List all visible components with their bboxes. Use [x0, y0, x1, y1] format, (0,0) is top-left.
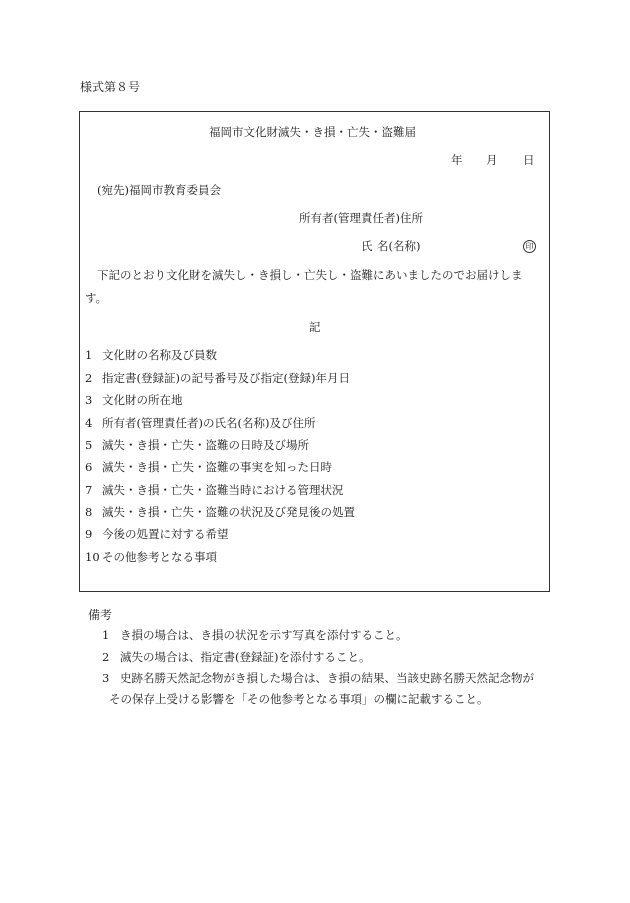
statement-line-2: す。: [85, 291, 108, 305]
date-month-label: 月: [486, 153, 498, 167]
item-text: 文化財の名称及び員数: [102, 348, 217, 362]
item-number: 5: [85, 438, 93, 452]
list-item: [85, 395, 183, 407]
seal-icon: 印: [523, 240, 536, 253]
item-text: 滅失・き損・亡失・盗難の日時及び場所: [102, 438, 309, 452]
note-item: [102, 652, 370, 664]
note-3-continuation: その保存上受ける影響を「その他参考となる事項」の欄に記載すること。: [109, 692, 489, 706]
item-text: 滅失・き損・亡失・盗難の状況及び発見後の処置: [102, 505, 355, 519]
list-item: [85, 462, 332, 474]
list-item: [85, 350, 217, 362]
owner-name-prefix: 氏: [361, 239, 373, 253]
list-item: [85, 373, 350, 385]
item-text: 文化財の所在地: [102, 393, 183, 407]
item-number: 8: [85, 505, 93, 519]
item-text: 今後の処置に対する希望: [102, 527, 229, 541]
section-heading: 記: [309, 320, 321, 334]
item-number: 4: [85, 416, 93, 430]
list-item: [85, 418, 315, 430]
note-text: 史跡名勝天然記念物がき損した場合は、き損の結果、当該史跡名勝天然記念物が: [120, 671, 534, 685]
item-text: 滅失・き損・亡失・盗難当時における管理状況: [102, 483, 344, 497]
statement-line-1: 下記のとおり文化財を滅失し・き損し・亡失し・盗難にあいましたのでお届けしま: [97, 268, 523, 282]
note-number: 1: [102, 628, 110, 642]
item-number: 10: [85, 550, 100, 564]
list-item: [85, 485, 344, 497]
item-text: 指定書(登録証)の記号番号及び指定(登録)年月日: [102, 371, 350, 385]
owner-address-label: 所有者(管理責任者)住所: [299, 211, 423, 225]
note-text: 滅失の場合は、指定書(登録証)を添付すること。: [120, 650, 371, 664]
list-item: [85, 529, 229, 541]
item-text: 滅失・き損・亡失・盗難の事実を知った日時: [102, 460, 332, 474]
note-number: 2: [102, 650, 110, 664]
item-number: 3: [85, 393, 93, 407]
item-number: 6: [85, 460, 93, 474]
owner-name-label: 名(名称): [377, 239, 421, 253]
item-text: 所有者(管理責任者)の氏名(名称)及び住所: [102, 416, 316, 430]
form-number: 様式第８号: [80, 80, 141, 94]
form-title: 福岡市文化財滅失・き損・亡失・盗難届: [209, 125, 416, 139]
note-text: き損の場合は、き損の状況を示す写真を添付すること。: [120, 628, 408, 642]
list-item: [85, 552, 217, 564]
note-item: [102, 630, 408, 642]
date-year-label: 年: [451, 153, 463, 167]
item-text: その他参考となる事項: [102, 550, 217, 564]
list-item: [85, 440, 309, 452]
list-item: [85, 507, 355, 519]
item-number: 2: [85, 371, 93, 385]
addressee: (宛先)福岡市教育委員会: [97, 183, 221, 197]
note-number: 3: [102, 671, 110, 685]
item-number: 1: [85, 348, 93, 362]
date-day-label: 日: [523, 153, 535, 167]
item-number: 9: [85, 527, 93, 541]
note-item: [102, 673, 534, 685]
notes-heading: 備考: [88, 608, 113, 622]
item-number: 7: [85, 483, 93, 497]
